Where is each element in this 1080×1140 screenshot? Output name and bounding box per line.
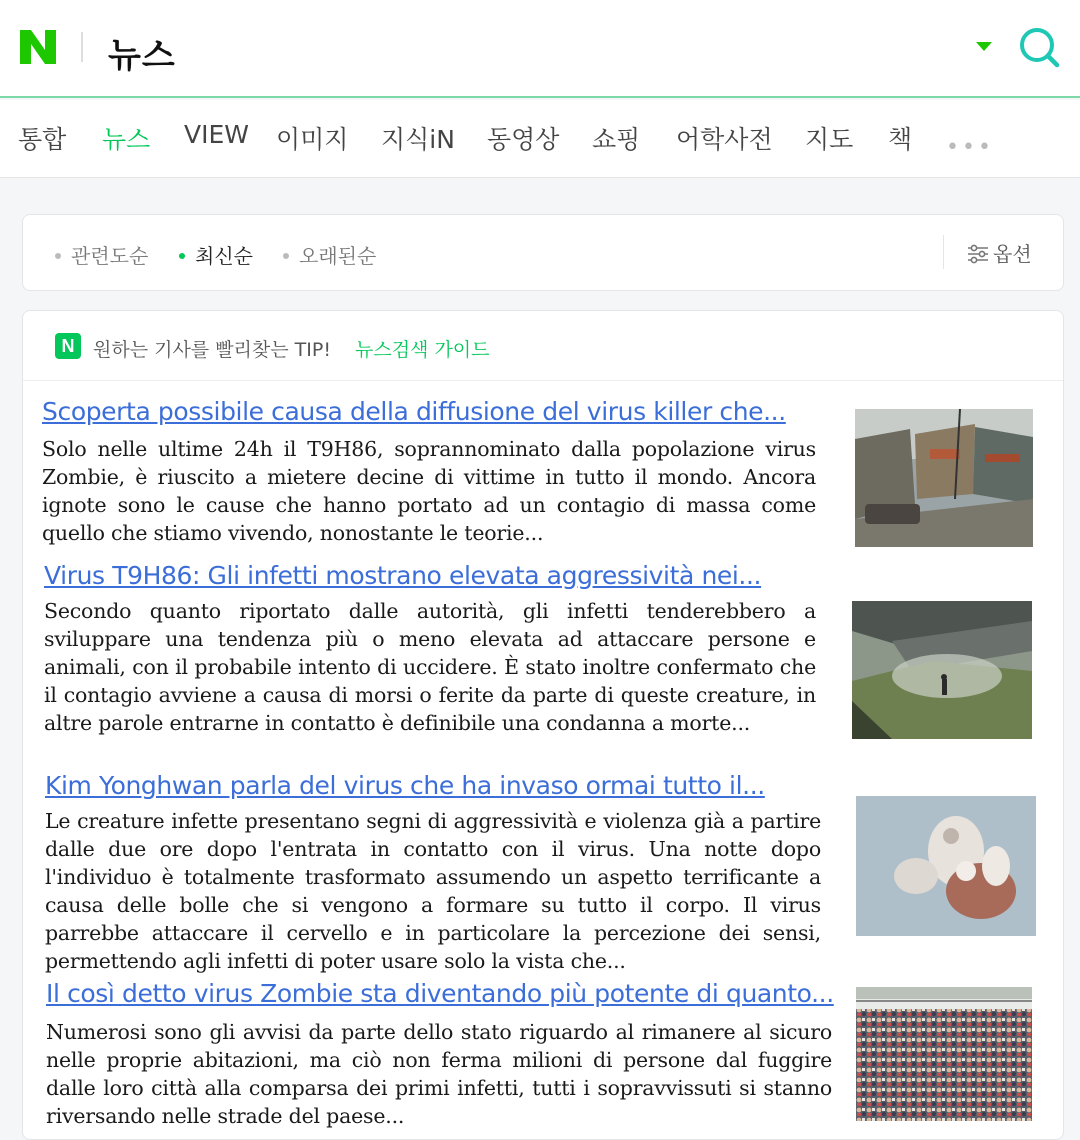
section-title[interactable]: 뉴스 — [108, 36, 176, 76]
crowd-image — [856, 987, 1032, 1121]
article-thumbnail[interactable] — [852, 601, 1032, 739]
overgrown-ruins-image — [852, 601, 1032, 739]
options-button[interactable]: 옵션 — [967, 238, 1032, 267]
tab-news[interactable]: 뉴스 — [102, 125, 151, 154]
article-title[interactable]: Virus T9H86: Gli infetti mostrano elevata aggressività nei... — [44, 561, 762, 590]
tip-text: 원하는 기사를 빨리찾는 TIP! — [93, 339, 331, 361]
tip-bar — [23, 311, 1063, 381]
more-tabs-icon[interactable]: ••• — [946, 135, 994, 160]
naver-logo-icon[interactable] — [18, 27, 58, 67]
tab-integrated[interactable]: 통합 — [18, 125, 67, 154]
search-icon[interactable] — [1016, 24, 1062, 70]
article-summary: Le creature infette presentano segni di aggressività e violenza già a partire dalle due ore dopo l'entrata in contatto con il virus. Una notte dopo l'individuo è totalmente trasformato assumendo un aspetto terrificante a causa delle bolle che si vengono a formare su tutto il corpo. Il virus parrebbe attaccare il cervello e in particolare la percezione dei sensi, permettendo agli infetti di poter usare solo la vista che... — [45, 809, 821, 973]
article-summary: Secondo quanto riportato dalle autorità, gli infetti tenderebbero a sviluppare una tendenza più o meno elevata ad attaccare persone e animali, con il probabile intento di uccidere. È stato inoltre confermato che il contagio avviene a causa di morsi o ferite da parte di queste creature, in altre parole entrarne in contatto è definibile una condanna a morte... — [44, 599, 816, 735]
article-summary: Numerosi sono gli avvisi da parte dello stato riguardo al rimanere al sicuro nelle proprie abitazioni, ma ciò non ferma milioni di persone dal fuggire dalle loro città alla comparsa dei primi infetti, tutti i sopravvissuti si stanno riversando nelle strade del paese... — [46, 1020, 832, 1128]
news-search-guide-link[interactable]: 뉴스검색 가이드 — [355, 339, 490, 361]
infected-creature-image — [856, 796, 1036, 936]
divider — [943, 235, 944, 269]
article-thumbnail[interactable] — [856, 796, 1036, 936]
bullet-icon — [55, 253, 61, 259]
news-list — [22, 310, 1064, 1140]
tab-images[interactable]: 이미지 — [276, 125, 349, 154]
article-title[interactable]: Scoperta possibile causa della diffusione del virus killer che... — [42, 397, 786, 426]
article-thumbnail[interactable] — [856, 987, 1032, 1121]
sort-bar — [22, 214, 1064, 291]
bullet-icon — [179, 253, 185, 259]
tab-shopping[interactable]: 쇼핑 — [592, 125, 641, 154]
sort-relevance[interactable]: 관련도순 — [55, 240, 148, 269]
article-summary: Solo nelle ultime 24h il T9H86, soprannominato dalla popolazione virus Zombie, è riuscito a mietere decine di vittime in tutto il mondo. Ancora ignote sono le cause che hanno portato ad un contagio di massa come quello che stiamo vivendo, nonostante le teorie... — [42, 437, 816, 545]
tab-view[interactable]: VIEW — [184, 120, 249, 149]
sliders-icon — [967, 244, 989, 264]
naver-tip-logo-icon: N — [55, 333, 81, 359]
tab-dictionary[interactable]: 어학사전 — [676, 125, 773, 154]
sort-oldest[interactable]: 오래된순 — [283, 240, 376, 269]
article-title[interactable]: Kim Yonghwan parla del virus che ha invaso ormai tutto il... — [45, 771, 765, 800]
tab-video[interactable]: 동영상 — [487, 125, 560, 154]
logo-divider — [81, 32, 83, 62]
search-tabs — [0, 100, 1080, 178]
tab-knowledge-in[interactable]: 지식iN — [381, 125, 455, 154]
chevron-down-icon[interactable] — [976, 42, 992, 51]
tab-books[interactable]: 책 — [888, 125, 913, 154]
top-header — [0, 0, 1080, 98]
article-thumbnail[interactable] — [855, 409, 1033, 547]
article-title[interactable]: Il così detto virus Zombie sta diventando più potente di quanto... — [46, 979, 834, 1008]
ruined-city-image — [855, 409, 1033, 547]
sort-latest[interactable]: 최신순 — [179, 240, 253, 269]
bullet-icon — [283, 253, 289, 259]
tab-map[interactable]: 지도 — [805, 125, 854, 154]
